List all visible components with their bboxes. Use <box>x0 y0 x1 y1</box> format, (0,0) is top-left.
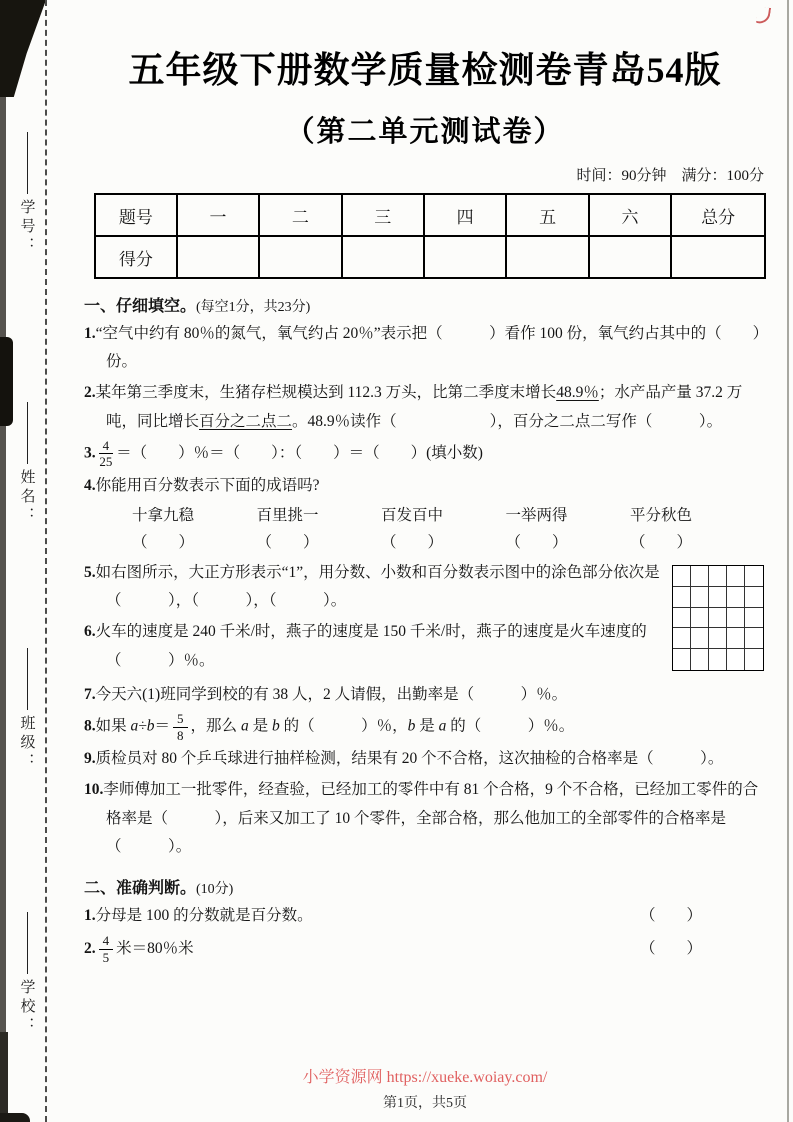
judge-1-number: 1. <box>84 907 96 925</box>
idiom-item <box>381 503 443 556</box>
scan-bottom-left-corner <box>0 1113 30 1122</box>
question-8-variable: b <box>407 717 416 735</box>
fraction-numerator: 4 <box>99 934 114 950</box>
section-one-heading <box>84 293 766 316</box>
question-8-number: 8. <box>84 717 96 735</box>
idiom-answer-blank: （ ） <box>256 533 319 551</box>
score-empty-cell <box>177 236 259 278</box>
score-header-cell: 三 <box>342 194 424 236</box>
question-3-text: ＝（ ）％＝（ ）：（ ）＝（ ）(填小数) <box>116 444 483 462</box>
question-8-text: 如果 <box>95 717 131 735</box>
question-7 <box>84 681 766 709</box>
section-one-title: 一、仔细填空。 <box>84 298 197 315</box>
question-5-6-block <box>84 559 766 678</box>
score-empty-cell <box>589 236 671 278</box>
fraction-numerator: 5 <box>173 712 188 728</box>
scan-right-edge-line <box>787 0 789 1122</box>
score-table-score-row <box>95 236 765 278</box>
question-8-variable: a <box>240 717 249 735</box>
idiom-text: 十拿九稳 <box>132 507 195 525</box>
idiom-answer-blank: （ ） <box>380 533 443 551</box>
margin-field-student-id <box>12 132 42 256</box>
question-5 <box>84 559 766 615</box>
question-8-variable: a÷b <box>130 717 155 735</box>
score-header-cell: 五 <box>506 194 588 236</box>
idiom-text: 平分秋色 <box>629 507 692 525</box>
score-header-cell: 一 <box>177 194 259 236</box>
question-9 <box>84 745 766 773</box>
footer-site-link[interactable]: 小学资源网 https://xueke.woiay.com/ <box>302 1069 548 1086</box>
question-2-underlined-2: 百分之二点二 <box>199 412 293 430</box>
margin-field-class <box>12 648 42 772</box>
idiom-answer-blank: （ ） <box>505 533 568 551</box>
judge-2-text-group <box>84 934 194 964</box>
question-8-text: 是 <box>248 717 272 735</box>
question-6-number: 6. <box>84 623 96 641</box>
question-8-equals: ＝ <box>154 717 171 735</box>
fraction-4-5 <box>99 934 114 964</box>
margin-field-name <box>12 402 42 526</box>
question-2-text: ；水产品产量 37.2 万吨，同比增长 <box>106 384 743 430</box>
idiom-text: 百里挑一 <box>256 507 319 525</box>
score-table-header-row <box>95 194 765 236</box>
question-1-number: 1. <box>84 325 96 342</box>
judge-2-answer-blank: （ ） <box>639 940 702 958</box>
score-empty-cell <box>424 236 506 278</box>
time-and-score-info: 时间：90分钟 满分：100分 <box>576 168 764 184</box>
fraction-numerator: 4 <box>99 439 114 455</box>
fraction-denominator: 8 <box>177 727 184 743</box>
main-content <box>84 22 766 969</box>
question-8-variable: b <box>271 717 280 735</box>
score-empty-cell <box>342 236 424 278</box>
footer-page-number: 第1页，共5页 <box>383 1096 467 1111</box>
question-2-text: 某年第三季度末，生猪存栏规模达到 112.3 万头，比第二季度末增长 <box>95 384 557 402</box>
q5-square-grid-figure <box>672 565 764 671</box>
name-label: 姓名： <box>18 469 35 526</box>
judge-question-1 <box>84 902 766 930</box>
question-1-text: “空气中约有 80％的氮气，氧气约占 20％”表示把（ ）看作 100 份，氧气约占其中的（ ）份。 <box>95 325 761 371</box>
question-2 <box>84 379 766 435</box>
judge-1-text: 分母是 100 的分数就是百分数。 <box>95 907 313 925</box>
school-blank-line <box>27 912 28 974</box>
fraction-5-8 <box>173 712 188 742</box>
score-header-cell: 四 <box>424 194 506 236</box>
section-one-points: (每空1分，共23分) <box>196 300 311 315</box>
score-empty-cell <box>506 236 588 278</box>
question-9-number: 9. <box>84 750 96 768</box>
section-two-heading <box>84 875 766 898</box>
question-2-underlined-1: 48.9％ <box>556 384 599 402</box>
scan-top-left-corner <box>0 0 46 97</box>
question-5-text: 如右图所示，大正方形表示“1”，用分数、小数和百分数表示图中的涂色部分依次是（ ），（ ），（ ）。 <box>95 563 660 610</box>
idiom-item <box>630 503 692 556</box>
question-6-text: 火车的速度是 240 千米/时，燕子的速度是 150 千米/时，燕子的速度是火车速度的（ ）％。 <box>95 623 647 669</box>
idiom-item <box>256 503 318 556</box>
student-id-blank-line <box>27 132 28 194</box>
question-4 <box>84 472 766 500</box>
question-4-number: 4. <box>84 477 96 495</box>
question-8-variable: a <box>438 717 447 735</box>
judge-question-2 <box>84 934 766 964</box>
paper-subtitle: （第二单元测试卷） <box>285 116 565 148</box>
question-8-text: ，那么 <box>190 717 241 735</box>
score-empty-cell <box>259 236 341 278</box>
judge-2-number: 2. <box>84 940 96 958</box>
section-two-title: 二、准确判断。 <box>84 880 197 898</box>
judge-1-text-group <box>84 902 313 930</box>
score-header-cell: 二 <box>259 194 341 236</box>
question-3-number: 3. <box>84 444 96 462</box>
score-table <box>94 193 766 279</box>
question-4-text: 你能用百分数表示下面的成语吗? <box>95 477 320 495</box>
idiom-text: 一举两得 <box>505 507 568 525</box>
question-9-text: 质检员对 80 个乒乓球进行抽样检测，结果有 20 个不合格，这次抽检的合格率是（ ）。 <box>95 750 724 768</box>
margin-field-school <box>12 912 42 1036</box>
question-2-number: 2. <box>84 384 96 402</box>
question-8-text: 的（ ）％， <box>279 717 408 735</box>
school-label: 学校： <box>18 979 35 1036</box>
student-id-label: 学号： <box>18 199 35 256</box>
question-7-number: 7. <box>84 685 96 703</box>
name-blank-line <box>27 402 28 464</box>
question-10-number: 10. <box>84 781 104 799</box>
question-6 <box>84 618 766 674</box>
idiom-text: 百发百中 <box>380 507 443 525</box>
score-header-cell: 总分 <box>671 194 765 236</box>
fraction-4-25 <box>99 439 114 469</box>
question-2-text: 。48.9％读作（ ），百分之二点二写作（ ）。 <box>292 412 723 430</box>
class-label: 班级： <box>18 715 35 772</box>
question-8-text: 的（ ）％。 <box>446 717 575 735</box>
paper-title: 五年级下册数学质量检测卷青岛54版 <box>128 50 722 90</box>
question-4-idioms-row <box>132 503 692 556</box>
judge-2-text: 米＝80％米 <box>116 940 194 958</box>
class-blank-line <box>27 648 28 710</box>
idiom-item <box>505 503 567 556</box>
score-header-cell: 六 <box>589 194 671 236</box>
section-two-points: (10分) <box>196 882 234 898</box>
fraction-denominator: 25 <box>99 454 113 470</box>
fraction-denominator: 5 <box>102 949 110 965</box>
judge-1-answer-blank: （ ） <box>639 907 702 925</box>
scan-bottom-left-strip <box>0 1032 8 1122</box>
score-empty-cell <box>671 236 765 278</box>
idiom-item <box>132 503 194 556</box>
question-3 <box>84 439 766 469</box>
score-row-label: 得分 <box>95 236 177 278</box>
binding-fold-dashed-line <box>45 0 47 1122</box>
score-header-cell: 题号 <box>95 194 177 236</box>
question-10 <box>84 776 766 861</box>
question-7-text: 今天六(1)班同学到校的有 38 人，2 人请假，出勤率是（ ）％。 <box>95 685 568 703</box>
question-10-text: 李师傅加工一批零件，经查验，已经加工的零件中有 81 个合格，9 个不合格，已经加工零件的合格率是（ ），后来又加工了 10 个零件，全部合格，那么他加工的全部零件的合格率是（ ）。 <box>103 781 759 855</box>
scan-left-edge <box>0 0 6 1122</box>
idiom-answer-blank: （ ） <box>629 533 692 551</box>
question-8 <box>84 712 766 742</box>
question-1 <box>84 320 766 376</box>
idiom-answer-blank: （ ） <box>132 533 195 551</box>
question-5-number: 5. <box>84 563 96 581</box>
question-8-text: 是 <box>415 717 439 735</box>
